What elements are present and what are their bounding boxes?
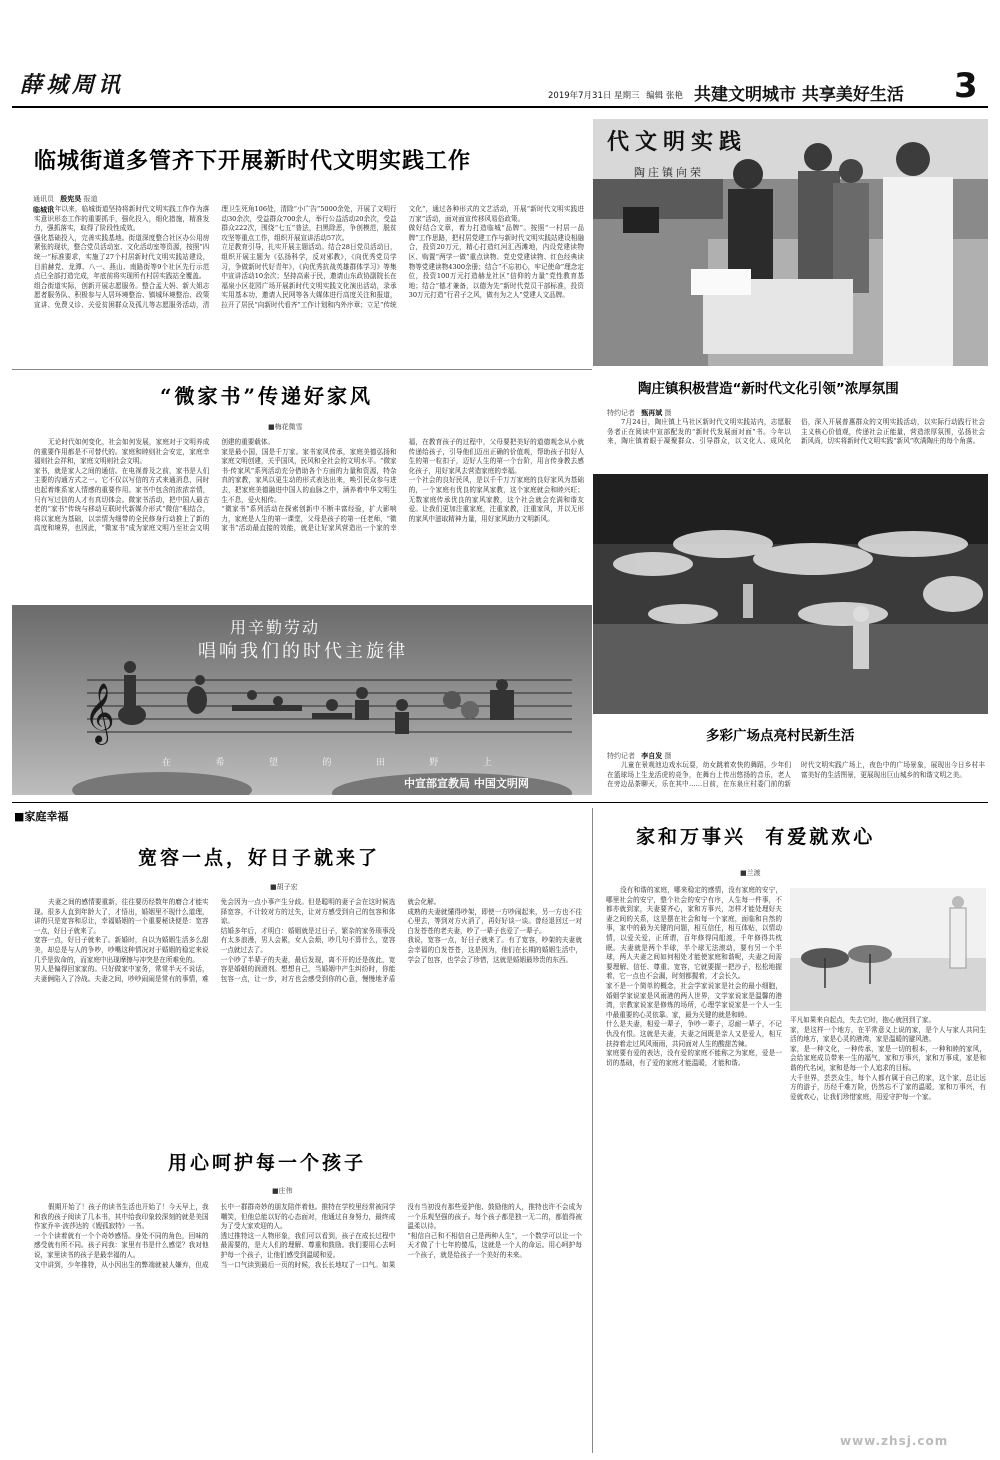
svg-text:𝄞: 𝄞: [84, 683, 115, 743]
lyric-char: 野: [429, 758, 439, 768]
photo2-credit: [607, 751, 671, 761]
article1-dateline: 临城讯: [33, 206, 54, 214]
headline-article2: “微家书”传递好家风: [160, 384, 374, 408]
byline-suffix: 报道: [83, 195, 98, 203]
lyric-char: 的: [322, 758, 332, 768]
page-slogan: 共建文明城市 共享美好生活: [694, 85, 904, 105]
article2-byline: ■梅花微雪: [268, 423, 303, 431]
column-divider: [592, 808, 593, 1453]
headline-article1: 临城街道多管齐下开展新时代文明实践工作: [34, 149, 472, 174]
date-line: [548, 89, 683, 101]
reporter-suffix: 摄: [664, 752, 672, 760]
lyric-char: 田: [375, 758, 385, 768]
article5-body-left: 没有和谐的家庭，哪来稳定的感情，没有家庭的安宁，哪里社会的安宁，整个社会的安宁有序，人生每一件事，不都亦就到家，夫妻要齐心，家和方事兴，怎样才能处理好夫妻之间的关系，这是摆在社会和每一个家庭，面临和自然的事，家中的最为关键的问题，相互信任，相互体贴，以情动情，以爱关爱，正所谓，百年修得同船渡，千年修得共枕眠。夫妻就是两个半球，半个球无法滚动，要有另一个半球，两人夫妻之间如何相处才能使家庭和谐呢，夫妻之间需要理解、信任、尊重、宽容，它就要握一把沙子，松松地握着，它一点也不会漏，时刻都握着，才会长久。 家不是一个简单的概念，社会学家说家是社会的最小细胞，婚姻学家说家是风雨港的两人世界，文学家说家是温馨的港湾，宗教家说家是修炼的场所，心理学家说家是一个人一生中最重要的心灵依靠。家，最为关键的就是和睦。 什么是夫妻，相爱一辈子，争吵一辈子，忍耐一辈子，不记仇没有恨。这就是夫妻，夫妻之间既是亲人又是爱人，相互扶持着走过风风雨雨，共同面对人生的酸甜苦辣。 家庭要有爱的表达，没有爱的家庭不能称之为家庭，爱是一切的基础，有了爱的家庭才能温暖，才能和谐。: [606, 886, 782, 1067]
reporter-name: 李自发: [641, 752, 663, 760]
banner-lyrics: [162, 755, 492, 768]
section-rule: [12, 802, 988, 803]
photo-beach: [790, 888, 986, 1011]
masthead: 薛城周讯: [20, 72, 125, 98]
headline-article4: 用心呵护每一个孩子: [168, 1152, 367, 1174]
photo-reading-scene: [593, 119, 988, 366]
photo-square: [593, 474, 988, 714]
headline-article3: 宽容一点，好日子就来了: [138, 847, 381, 869]
banner-line2: 唱响我们的时代主旋律: [198, 641, 408, 662]
photo1-sign-text: 代文明实践: [607, 129, 748, 155]
beach-umbrellas-scene: [790, 888, 986, 1011]
article1-body: 今年以来，临城街道坚持将新时代文明实践工作作为落实意识形态工作的重要抓手，强化投入，细化措施，精准发力，强抓落实，取得了阶段性成效。 强化基础投入，完善实践基地。街道深度整合社区办公用房紧张的现状，整合党员活动室、文化活动室等资源，按照“四统一”标准要求，实施了27个村居新时代文明实践站建设，目前赫党、龙潭、八一、燕山、南路街等9个社区先行示范点已全部打造完成，年底前将实现所有村居实践站全覆盖。 组合街道实际，创新开展志愿服务。整合孟大妈、新大姐志愿者服务队、积极参与人居环境整治、镇城环境整治、政策宣讲、免费义诊、关爱贫困群众及孤儿等志愿服务活动，清理卫生死角106处，清除“小广告”5000余处，开展了文明行动30余次，受益群众700余人，举行公益活动20余次，受益群众222次，围绕“七五”普法，扫黑除恶，争创模范，脱贫攻坚等重点工作，组织开展宣讲活动57次。 立足教育引导，扎实开展主题活动。结合28日党员活动日，组织开展主题为《弘扬科学，反对邪教》，《向优秀党员学习，争做新时代好青年》，《向优秀抗战英雄群体学习》等集中宣讲活动10余次；坚持高素于民，邀请山东政协副院长在福泉小区花园广场开展新时代文明实践文化演出活动，录承实用基本功，邀请人民网等各大媒体进行高度关注和报道，拉开了居民“向新时代看齐”工作计划和内外序章；立足“传统文化”，通过各种形式的文艺活动，开展“新时代文明实践进万家”活动，面对面宣传移风易俗政策。 做好结合文章，着力打造临城“品牌”。按照“一村居一品牌”工作思路，把村居党建工作与新时代文明实践站建设相融合，投资20万元，精心打造红河汇西滩地，内设党建读物区、购置“两学一做”重点读物、党史党建读物、红色经典读物等党建读物4300余册；结合“不忘初心，牢记使命”理念定位，投资100万元打造赫龙社区“信仰的力量”党性教育基地；结合“德才兼备，以德为先”新时代党员干部标准，投资30万元打造“行君子之风，做有为之人”党建人文品牌。: [34, 205, 584, 309]
banner-line1: 用辛勤劳动: [230, 618, 321, 637]
photo1-credit: [607, 408, 671, 418]
watermark: www.zhsj.com: [840, 1434, 949, 1448]
photo-reading: [593, 119, 988, 366]
reporter-suffix: 摄: [664, 409, 672, 417]
lyric-char: 上: [482, 758, 492, 768]
reporter-label: 特约记者: [607, 752, 635, 760]
lyric-char: 望: [268, 758, 278, 768]
promo-banner: [12, 605, 592, 795]
photo2-caption: 多彩广场点亮村民新生活: [706, 728, 855, 744]
article3-byline: ■胡子宏: [270, 883, 298, 891]
lyric-char: 希: [215, 758, 225, 768]
editor-name: 编辑 张艳: [646, 91, 683, 101]
lyric-char: 在: [162, 758, 172, 768]
page-number: 3: [954, 66, 978, 106]
reporter-label: 特约记者: [607, 409, 635, 417]
photo1-body: 7月24日，陶庄镇上马社区新时代文明实践站内，志愿服务者正在阅读中宣部配发的“新时代发展面对面”书。今年以来，陶庄镇着眼于凝聚群众、引导群众，以文化人、成风化俗，深入开展普惠群众的文明实践活动，以实际行动践行社会主义核心价值观，传递社会正能量，营造浓厚氛围，弘扬社会新风尚，切实将新时代文明实践“新风”吹满陶庄的每个角落。: [607, 418, 985, 446]
photo2-body: 儿童在景观池边戏水玩耍，幼女跳着欢快的舞蹈，少年们在篮球场上生龙活虎的竞争，在舞台上传出悠扬的音乐，老人在旁边品茶聊天，乐在其中……日前，在东泉庄村委门前的新时代文明实践广场上，夜色中的广场景象，展现出今日乡村丰富美好的生活图景，更展现出巨山城乡的和谐文明之美。: [607, 761, 985, 789]
article2-body: 无论时代如何变化，社会如何发展，家庭对于文明养成的重要作用都是不可替代的。家庭和睦则社会安定，家庭幸福则社会祥和，家庭文明则社会文明。 家书，就是家人之间的通信。在电视普及之前，家书是人们主要的沟通方式之一。它不仅以写信的方式来通消息，同时也起着维系家人情感的重要作用。家书中包含的浓浓亲情，只有写过信的人才有真切体会。微家书活动，把中国人最古老的“家书”传统与移动互联时代新媒介形式“微信”相结合，将以家庭为基础，以亲情为细带的全民修身行动推上了新的高度和境界，也因此，“微家书”成为家庭文明乃至社会文明创建的重要载体。 家是最小国，国是千万家。家书家风传承，家庭美德弘扬和家庭文明创建，关乎国风，民风和全社会的文明水平。“微家书·传家风”系列活动充分借助各个方面的力量和资源，特杂真的家教，家风以更生动的形式表达出来，唤引民众参与进去，把家庭美德融进中国人的血脉之中，涵养着中华文明生生不息，爱火相传。 “微家书”系列活动在探索创新中不断丰富经验，扩大影响力，家庭是人生的第一课堂，父母是孩子的第一任老师，“微家书”活动最直接的效能，就是让好家风营造出一个家的幸福，在教育孩子的过程中，父母要把美好的道德观念从小就传递给孩子，引导他们迈出正确的价值观，帮助孩子扣好人生的第一粒扣子，迈好人生的第一个台阶，用言传身教去感化孩子，用好家风去营造家庭的幸福。 一个社会的良好民风，是以千千万万家庭的良好家风为基础的，一个家庭有优良的家风家教，这个家庭就会和睦兴旺；无数家庭传承优良的家风家教，这个社会就会充满和谐友爱。让我们更加注重家庭，注重家教，注重家风，并以无形的家风中滋取精神力量，用好家风助力文明新风。: [34, 438, 584, 533]
article3-body: 夫妻之间的感情要重新，往往要历经数年的磨合才能实现。很多人直到年龄大了，才悟出，婚姻里不现什么道理，讲的只是宽容和忍让，幸福婚姻的一个重要秘诀便是：宽容一点，好日子就来了。 宽容一点，好日子就来了。新婚时，自以为婚姻生活多么甜美，却总是与人的争吵，吵嘴这种情况对于婚姻的稳定来说几乎是致命的，而家庭中出现摩擦与冲突是在所难免的。 男人是偏得回家家的。只好做家中家务，常常半天不说话，夫妻俩陷入了冷战。夫妻之间，吵吵闹闹是常有的事情，难免会因为一点小事产生分歧。但是聪明的妻子会在这时候选择宽容，不计较对方的过失，让对方感受到自己的包容和体谅。 结婚多年后，才明白：婚姻就是过日子，繁杂的家务琐事没有太多浪漫，男人会累，女人会烦，吵几句不算什么，宽容一点就过去了。 一个吵了半辈子的夫妻，最后发现，离不开的还是彼此，宽容是婚姻的润滑剂。想想自己，当婚姻中产生纠纷时，你能包容一点，让一步，对方也会感受到你的心意，慢慢地矛盾就会化解。 成熟的夫妻就懂得吵架，即使一方吵闹起来，另一方也不往心里去，等到对方火消了，再好好谈一谈。曾经退回过一对白发苍苍的老夫妻，吵了一辈子也爱了一辈子。 我说，宽容一点，好日子就来了。有了宽容，吵架的夫妻就会幸福的白发苍苍，这是因为，他们在长期的婚姻生活中，学会了包容，也学会了珍惜，这就是婚姻最珍贵的东西。: [34, 898, 582, 983]
banner-source: 中宣部宣教局 中国文明网: [404, 777, 529, 790]
photo-square-scene: [593, 474, 988, 714]
header-rule: [12, 106, 988, 108]
photo1-sub-sign: 陶庄镇向荣: [634, 166, 704, 179]
article5-body-right: 平凡如果来自起点，失去它时，抱心就回到了家。 家，是这样一个地方，在平常意义上说的家，是个人与家人共同生活的地方，家是心灵的港湾，家是温暖的避风港。 家，是一种文化，一种传承，家是一切的根本，一种和睦的家风，会给家庭成员带来一生的福气，家和万事兴，家和万事成，家是和谐的代名词，家和是每一个人追求的目标。 大千世界，芸芸众生，每个人都有属于自己的家，这个家，总让远方的游子，历经千难万险，仍然忘不了家的温暖，家和万事兴，有爱就欢心，让我们珍惜家庭，用爱守护每一个家。: [790, 1016, 986, 1101]
byline-label: 通讯员: [33, 195, 54, 203]
issue-date: 2019年7月31日 星期三: [548, 91, 640, 101]
byline-name: 殷宪昊: [60, 195, 82, 203]
section-label: ■家庭幸福: [14, 810, 69, 823]
reporter-name: 甄再斌: [641, 409, 663, 417]
divider: [12, 369, 592, 370]
headline-article5: 家和万事兴 有爱就欢心: [636, 826, 876, 848]
photo1-caption: 陶庄镇积极营造“新时代文化引领”浓厚氛围: [638, 381, 899, 397]
article5-byline: ■兰渡: [740, 869, 761, 877]
article4-byline: ■庄伟: [272, 1187, 293, 1195]
article1-byline: [33, 194, 97, 204]
article4-body: 假期开始了！孩子的读书生活也开始了！今天早上，我和我的孩子阅读了几本书，其中给我印象较深刻的就是美国作家乔辛·波莎达的《嫂孤寂特》一书。 一个个读着就有一个个奇妙感悟。身处不同的角色，回味的感受就有所不同。孩子问我：家里有书是什么感觉？我对他说，家里读书的孩子是最幸福的人。 文中讲到，少年推特，从小因出生的弊端就被人嫌弃，但成长中一群群奇妙的朋友陪伴着他。推特在学校里经常被同学嘲笑，但他总能以好的心态面对，他通过自身努力，最终成为了受大家欢迎的人。 透过推特这一人物形象，我们可以看到，孩子在成长过程中最需要的，是大人们的理解、尊重和鼓励。我们要用心去呵护每一个孩子，让他们感受到温暖和爱。 当一口气读到最后一页的时候，我长长地叹了一口气。如果没有当初没有那些爱护他、鼓励他的人，推特也许不会成为一个乐观坚强的孩子。每个孩子都是独一无二的，都值得被温柔以待。 “相信自己和不相信自己是两种人生”，一个数学可以让一个天才做了十七年的傻瓜，这就是一个人的命运。用心呵护每一个孩子，就是给孩子一个美好的未来。: [34, 1203, 582, 1269]
